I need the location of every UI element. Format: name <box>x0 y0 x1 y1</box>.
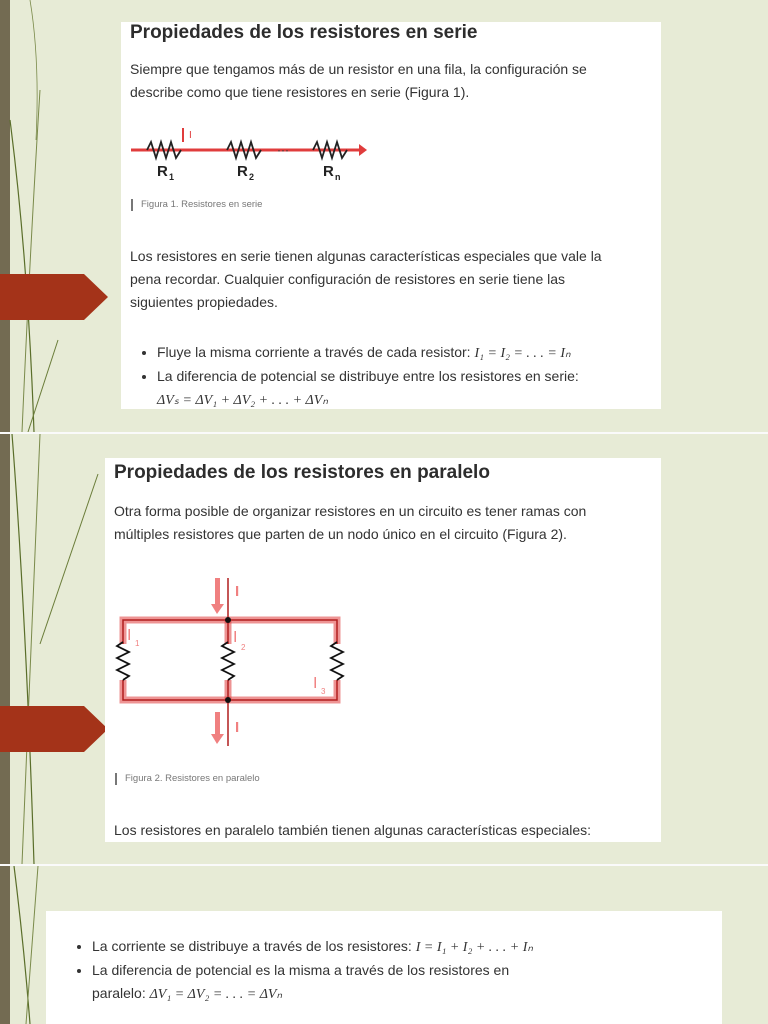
r2-label: R <box>237 163 248 180</box>
list-item: • La diferencia de potencial se distribuye entre los resistores en serie: ΔVₛ = ΔV₁ + ΔV₂ + . . . + ΔVₙ <box>157 365 579 412</box>
series-circuit-figure <box>129 128 369 186</box>
r1-label: R <box>157 163 168 180</box>
list-item: • Fluye la misma corriente a través de cada resistor: I₁ = I₂ = . . . = Iₙ <box>157 341 579 365</box>
output-current-label: I <box>235 719 240 736</box>
rn-label: R <box>323 163 334 180</box>
parallel-card <box>105 458 661 842</box>
series-properties-list <box>129 341 579 412</box>
input-current-arrow <box>215 578 220 608</box>
figure-1-caption: Figura 1. Resistores en serie <box>131 199 262 211</box>
bottom-node <box>225 697 231 703</box>
current-label: I <box>189 130 192 141</box>
i1-label: I <box>127 627 132 644</box>
dots-label: ··· <box>277 143 289 157</box>
series-intro: Siempre que tengamos más de un resistor en una fila, la configuración se describe como que tiene resistores en serie (Figura 1). <box>130 61 587 100</box>
i2-label: I <box>233 629 238 646</box>
decorative-lines <box>0 434 120 864</box>
list-item: • La diferencia de potencial es la misma a través de los resistores en paralelo: ΔV₁ = ΔV₂ = . . . = ΔVₙ <box>92 959 533 1006</box>
parallel-properties-card <box>46 911 722 1024</box>
decorative-lines <box>0 0 120 432</box>
input-current-label: I <box>235 583 240 600</box>
parallel-intro: Otra forma posible de organizar resistores en un circuito es tener ramas con múltiples resistores que parten de un nodo único en el circuito (Figura 2). <box>114 503 587 542</box>
svg-text:1: 1 <box>135 639 140 648</box>
series-title: Propiedades de los resistores en serie <box>130 22 478 43</box>
figure-2-caption: Figura 2. Resistores en paralelo <box>115 773 260 785</box>
i3-label: I <box>313 675 318 692</box>
svg-text:3: 3 <box>321 687 326 696</box>
slide-2 <box>0 434 768 864</box>
parallel-properties-list <box>64 935 533 1006</box>
svg-text:n: n <box>335 172 341 182</box>
svg-text:2: 2 <box>241 643 246 652</box>
parallel-circuit-figure <box>115 578 355 748</box>
parallel-body: Los resistores en paralelo también tienen algunas características especiales: <box>114 822 592 838</box>
series-body: Los resistores en serie tienen algunas características especiales que vale la pena recordar. Cualquier configuración de resistores en serie tiene las siguientes propiedades. <box>130 248 602 310</box>
svg-text:1: 1 <box>169 172 175 182</box>
series-card <box>121 22 661 409</box>
svg-text:2: 2 <box>249 172 255 182</box>
slide-1 <box>0 0 768 432</box>
slide-3 <box>0 866 768 1024</box>
parallel-title: Propiedades de los resistores en paralelo <box>114 462 490 483</box>
list-item: • La corriente se distribuye a través de los resistores: I = I₁ + I₂ + . . . + Iₙ <box>92 935 533 959</box>
top-node <box>225 617 231 623</box>
arrow-head <box>359 144 367 156</box>
